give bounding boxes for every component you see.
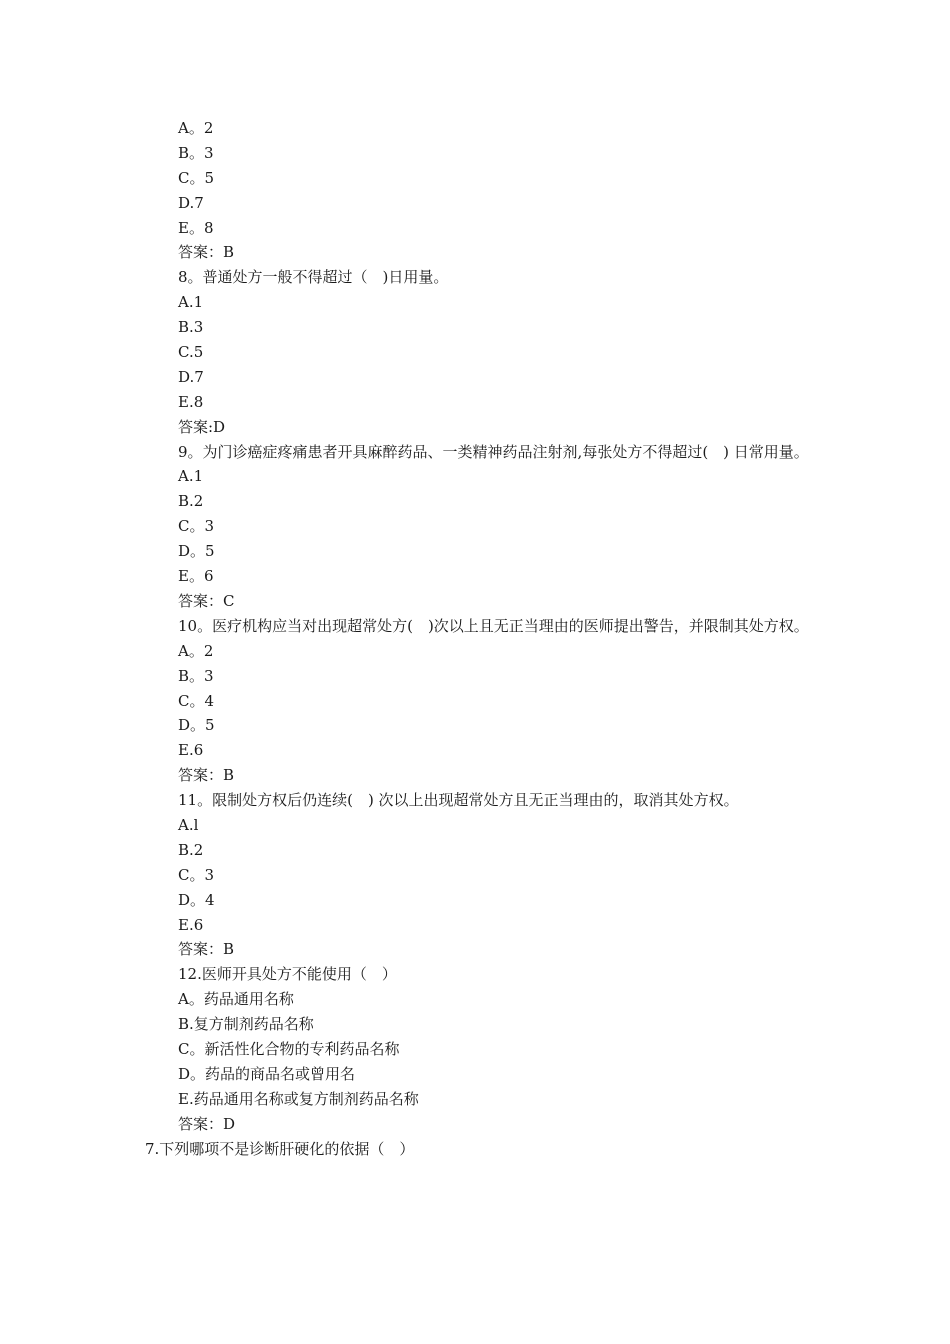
text-line: D。4 <box>178 890 215 909</box>
text-line: 答案:D <box>178 417 226 436</box>
text-line: C。4 <box>178 691 215 710</box>
text-line: D。药品的商品名或曾用名 <box>178 1064 356 1083</box>
text-line: A。2 <box>178 641 214 660</box>
text-line: A.l <box>178 815 199 834</box>
document-body <box>145 116 810 1161</box>
text-line: A。药品通用名称 <box>178 990 294 1009</box>
text-line: B.2 <box>178 492 204 511</box>
text-line: D。5 <box>178 716 215 735</box>
text-line: B。3 <box>178 666 214 685</box>
text-line: 7.下列哪项不是诊断肝硬化的依据（ ） <box>145 1139 415 1158</box>
text-line: 12.医师开具处方不能使用（ ） <box>178 965 397 984</box>
text-line: C。新活性化合物的专利药品名称 <box>178 1039 400 1058</box>
text-line: C。3 <box>178 865 215 884</box>
text-line: E。6 <box>178 567 214 586</box>
text-line: D.7 <box>178 367 204 386</box>
text-line: B.2 <box>178 840 204 859</box>
text-line: C。3 <box>178 517 215 536</box>
text-line: B.3 <box>178 318 204 337</box>
text-line: A.1 <box>178 293 204 312</box>
text-line: B。3 <box>178 143 214 162</box>
text-line: 答案：B <box>178 243 235 262</box>
text-line: 10。医疗机构应当对出现超常处方( )次以上且无正当理由的医师提出警告，并限制其处方权。 <box>178 616 809 635</box>
text-line: 11。限制处方权后仍连续( ) 次以上出现超常处方且无正当理由的，取消其处方权。 <box>178 791 739 810</box>
text-line: B.复方制剂药品名称 <box>178 1015 314 1034</box>
text-line: 答案：C <box>178 591 235 610</box>
text-line: 9。为门诊癌症疼痛患者开具麻醉药品、一类精神药品注射剂,每张处方不得超过( ) 日常用量。 <box>178 442 809 461</box>
text-line: E.6 <box>178 915 204 934</box>
text-line: C.5 <box>178 343 204 362</box>
text-line: D。5 <box>178 542 215 561</box>
text-line: 答案：B <box>178 940 235 959</box>
text-line: E。8 <box>178 218 214 237</box>
text-line: 答案：D <box>178 1114 236 1133</box>
text-line: E.药品通用名称或复方制剂药品名称 <box>178 1089 419 1108</box>
text-line: D.7 <box>178 193 204 212</box>
text-line: A。2 <box>178 119 214 137</box>
text-line: C。5 <box>178 168 215 187</box>
text-line: E.8 <box>178 392 204 411</box>
text-line: E.6 <box>178 741 204 760</box>
text-line: 8。普通处方一般不得超过（ )日用量。 <box>178 268 449 287</box>
text-line: 答案：B <box>178 766 235 785</box>
text-line: A.1 <box>178 467 204 486</box>
